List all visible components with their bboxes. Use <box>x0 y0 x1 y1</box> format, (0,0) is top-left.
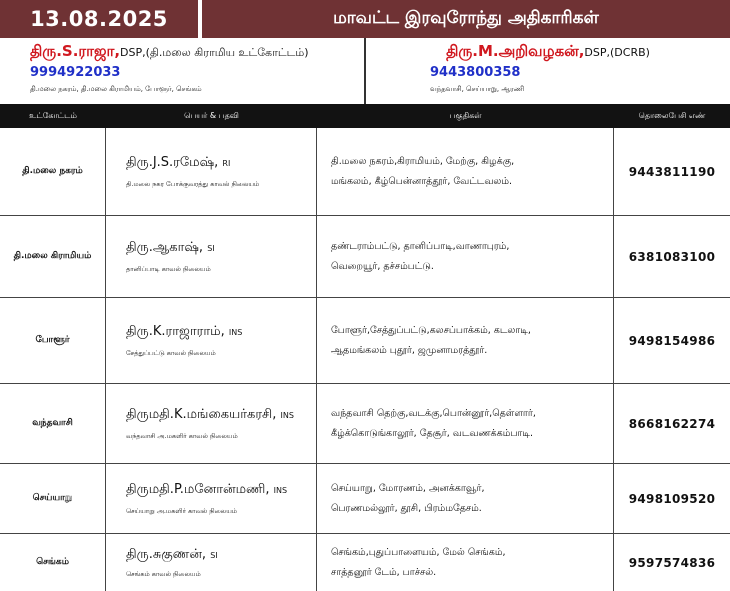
officer-rank: DSP,(DCRB) <box>584 46 650 59</box>
area-line: வெறையூர், தச்சம்பட்டு. <box>331 260 434 272</box>
row-areas <box>317 128 614 215</box>
row-person <box>106 128 317 215</box>
table-row <box>0 298 730 384</box>
table-row <box>0 128 730 216</box>
person-rank: SI <box>210 550 218 560</box>
area-line: வந்தவாசி தெற்கு,வடக்கு,பொன்னூர்,தெள்ளார், <box>331 407 536 419</box>
row-person <box>106 298 317 383</box>
person-station: சேத்துப்பட்டு காவல் நிலையம் <box>126 348 216 357</box>
row-subdivision: தி.மலை கிராமியம் <box>0 216 106 297</box>
area-line: செங்கம்,புதுப்பாளையம், மேல் செங்கம், <box>331 546 506 558</box>
officer-phone: 9443800358 <box>430 65 521 80</box>
row-areas <box>317 534 614 591</box>
area-line: போளூர்,சேத்துப்பட்டு,கலசப்பாக்கம், கடலாடி, <box>331 324 531 336</box>
person-name-line <box>126 407 316 423</box>
row-person <box>106 384 317 463</box>
officer-name-line <box>0 41 364 62</box>
top-banner <box>0 0 730 38</box>
column-header-name: பெயர் & பதவி <box>184 111 239 120</box>
date-label: 13.08.2025 <box>30 7 168 31</box>
area-line: தி.மலை நகரம்,கிராமியம், மேற்கு, கிழக்கு, <box>331 155 515 167</box>
officer-name-line <box>366 41 730 62</box>
officer-rank: DSP,(தி.மலை கிராமிய உட்கோட்டம்) <box>120 46 309 59</box>
row-phone: 9597574836 <box>628 555 716 570</box>
person-name: திருமதி.K.மங்கையர்கரசி, <box>126 406 277 422</box>
area-line: பெரணமல்லூர், தூசி, பிரம்மதேசம். <box>331 502 482 514</box>
table-row <box>0 534 730 591</box>
column-header-subdivision: உட்கோட்டம் <box>29 111 77 120</box>
row-phone: 9443811190 <box>628 164 716 179</box>
row-phone: 9498154986 <box>628 333 716 348</box>
person-rank: INS <box>228 327 243 337</box>
row-person <box>106 534 317 591</box>
person-name: திரு.J.S.ரமேஷ், <box>126 154 219 170</box>
row-areas <box>317 384 614 463</box>
area-line: கீழ்க்கொடுங்காலூர், தேசூர், வடவணக்கம்பாடி. <box>331 427 533 439</box>
person-rank: INS <box>273 485 288 495</box>
row-areas <box>317 464 614 533</box>
officers-panel <box>0 38 730 104</box>
row-subdivision: போளூர் <box>0 298 106 383</box>
person-station: செய்யாறு அ.மகளிர் காவல் நிலையம் <box>126 506 237 515</box>
person-name-line <box>126 155 316 171</box>
person-station: வந்தவாசி அ.மகளிர் காவல் நிலையம் <box>126 431 238 440</box>
officer-card-2 <box>366 38 730 104</box>
area-line: செய்யாறு, மோரணம், அனக்காவூர், <box>331 482 485 494</box>
row-subdivision: செங்கம் <box>0 534 106 591</box>
patrol-table <box>0 104 730 591</box>
person-name: திரு.ஆகாஷ், <box>126 239 204 255</box>
row-phone: 6381083100 <box>628 249 716 264</box>
person-name: திரு.K.ராஜாராம், <box>126 323 225 339</box>
row-person <box>106 464 317 533</box>
person-station: தி.மலை நகர போக்குவரத்து காவல் நிலையம் <box>126 179 260 188</box>
row-person <box>106 216 317 297</box>
person-name-line <box>126 324 316 340</box>
person-rank: SI <box>207 243 215 253</box>
officer-name: திரு.S.ராஜா, <box>30 42 121 60</box>
area-line: தண்டராம்பட்டு, தானிப்பாடி,வாணாபுரம், <box>331 240 510 252</box>
person-name-line <box>126 547 316 563</box>
table-row <box>0 216 730 298</box>
officer-jurisdiction: தி.மலை நகரம், தி.மலை கிராமியம், போளூர், செங்கம் <box>30 85 202 93</box>
row-phone: 9498109520 <box>628 491 716 506</box>
row-phone: 8668162274 <box>628 416 716 431</box>
person-rank: INS <box>280 410 294 420</box>
person-name-line <box>126 240 316 256</box>
area-line: மங்கலம், கீழ்பென்னாத்தூர், வேட்டவலம். <box>331 175 512 187</box>
officer-name: திரு.M.அறிவழகன், <box>446 42 585 60</box>
person-station: செங்கம் காவல் நிலையம் <box>126 569 201 578</box>
row-subdivision: செய்யாறு <box>0 464 106 533</box>
row-subdivision: வந்தவாசி <box>0 384 106 463</box>
table-row <box>0 464 730 534</box>
row-areas <box>317 298 614 383</box>
person-name-line <box>126 482 316 498</box>
area-line: சாத்தனூர் டேம், பாச்சல். <box>331 566 437 578</box>
column-header-areas: பகுதிகள் <box>449 111 482 120</box>
officer-jurisdiction: வந்தவாசி, செய்யாறு, ஆரணி <box>430 85 525 93</box>
person-station: தானிப்பாடி காவல் நிலையம் <box>126 264 211 273</box>
table-header <box>0 104 730 128</box>
officer-card-1 <box>0 38 366 104</box>
officer-phone: 9994922033 <box>30 65 121 80</box>
person-rank: RI <box>222 158 231 168</box>
table-row <box>0 384 730 464</box>
person-name: திரு.சுகுணன், <box>126 546 207 562</box>
row-subdivision: தி.மலை நகரம் <box>0 128 106 215</box>
area-line: ஆதமங்கலம் புதூர், ஜமுனாமரத்தூர். <box>331 344 488 356</box>
person-name: திருமதி.P.மனோன்மணி, <box>126 481 270 497</box>
page-title: மாவட்ட இரவுரோந்து அதிகாரிகள் <box>333 8 599 28</box>
row-areas <box>317 216 614 297</box>
column-header-phone: தொலைபேசி எண் <box>638 111 706 120</box>
